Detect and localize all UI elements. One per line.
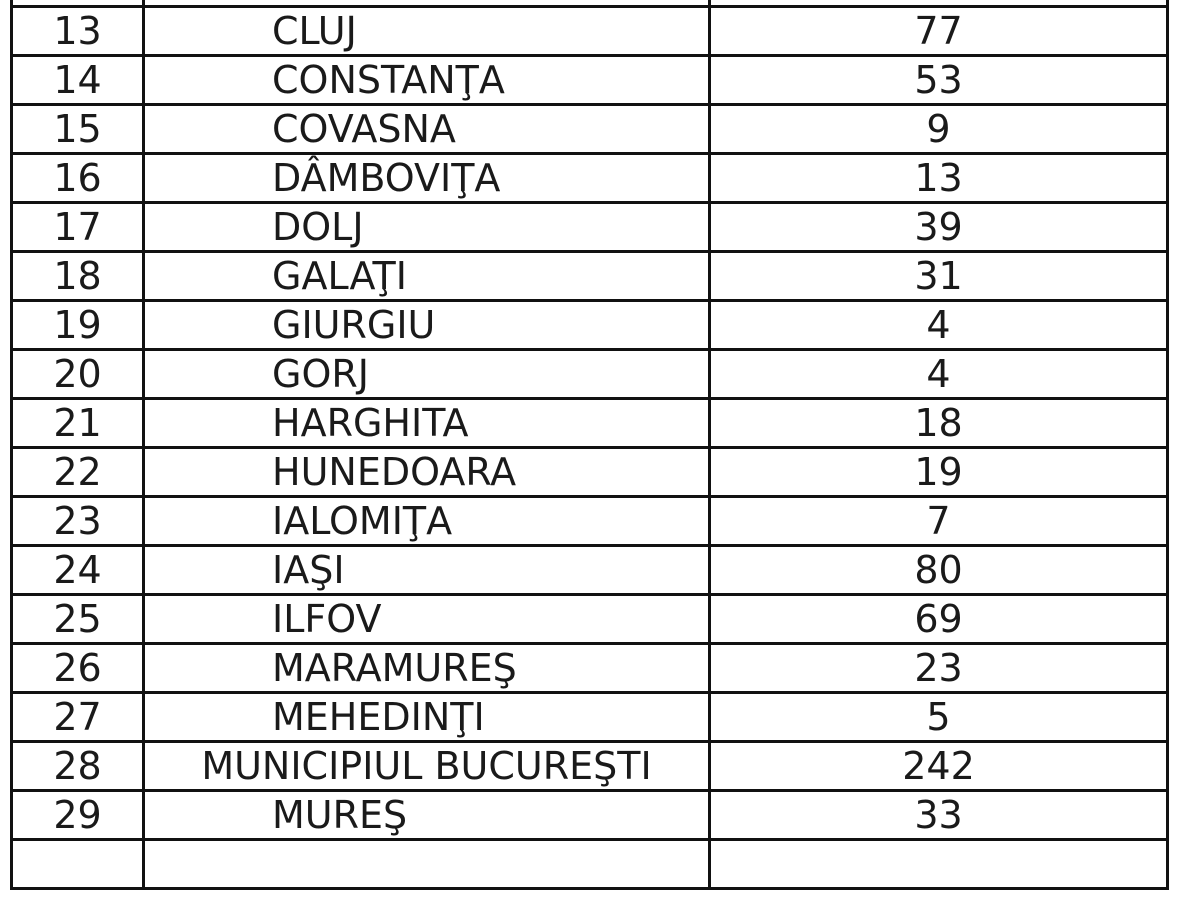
table-row xyxy=(12,203,1168,252)
table-row xyxy=(12,791,1168,840)
county-table xyxy=(10,0,1169,890)
row-number: 17 xyxy=(12,203,144,252)
county-name: CLUJ xyxy=(144,7,710,56)
table-row xyxy=(12,105,1168,154)
table-row xyxy=(12,56,1168,105)
county-value: 7 xyxy=(710,497,1168,546)
county-value: 53 xyxy=(710,56,1168,105)
county-value: 4 xyxy=(710,350,1168,399)
row-number: 21 xyxy=(12,399,144,448)
table-row xyxy=(12,448,1168,497)
county-value: 18 xyxy=(710,399,1168,448)
county-value: 4 xyxy=(710,301,1168,350)
spreadsheet-view xyxy=(10,0,1166,890)
county-name: HUNEDOARA xyxy=(144,448,710,497)
county-value: 19 xyxy=(710,448,1168,497)
row-number: 19 xyxy=(12,301,144,350)
row-number: 15 xyxy=(12,105,144,154)
county-value: 23 xyxy=(710,644,1168,693)
county-name: ILFOV xyxy=(144,595,710,644)
county-name: COVASNA xyxy=(144,105,710,154)
table-row xyxy=(12,742,1168,791)
table-cell xyxy=(144,840,710,889)
row-number: 20 xyxy=(12,350,144,399)
table-cell xyxy=(710,840,1168,889)
row-number: 24 xyxy=(12,546,144,595)
county-value: 69 xyxy=(710,595,1168,644)
county-value: 9 xyxy=(710,105,1168,154)
county-value: 31 xyxy=(710,252,1168,301)
row-number: 27 xyxy=(12,693,144,742)
county-value: 13 xyxy=(710,154,1168,203)
county-name: MEHEDINŢI xyxy=(144,693,710,742)
county-value: 39 xyxy=(710,203,1168,252)
row-number: 13 xyxy=(12,7,144,56)
county-name: IALOMIŢA xyxy=(144,497,710,546)
county-name: MUNICIPIUL BUCUREŞTI xyxy=(144,742,710,791)
table-row xyxy=(12,350,1168,399)
table-row xyxy=(12,644,1168,693)
row-number: 28 xyxy=(12,742,144,791)
county-value: 80 xyxy=(710,546,1168,595)
row-number: 16 xyxy=(12,154,144,203)
county-name: DOLJ xyxy=(144,203,710,252)
table-row xyxy=(12,693,1168,742)
county-name: GALAŢI xyxy=(144,252,710,301)
table-row-partial-bottom xyxy=(12,840,1168,889)
table-row xyxy=(12,546,1168,595)
county-name: GORJ xyxy=(144,350,710,399)
table-row xyxy=(12,7,1168,56)
table-row xyxy=(12,154,1168,203)
county-name: MUREŞ xyxy=(144,791,710,840)
county-name: HARGHITA xyxy=(144,399,710,448)
county-value: 242 xyxy=(710,742,1168,791)
county-name: MARAMUREŞ xyxy=(144,644,710,693)
county-name: CONSTANŢA xyxy=(144,56,710,105)
row-number: 23 xyxy=(12,497,144,546)
table-cell xyxy=(12,840,144,889)
table-row xyxy=(12,595,1168,644)
county-name: GIURGIU xyxy=(144,301,710,350)
row-number: 26 xyxy=(12,644,144,693)
row-number: 18 xyxy=(12,252,144,301)
county-value: 5 xyxy=(710,693,1168,742)
county-value: 33 xyxy=(710,791,1168,840)
row-number: 25 xyxy=(12,595,144,644)
table-row xyxy=(12,497,1168,546)
row-number: 22 xyxy=(12,448,144,497)
county-name: IAŞI xyxy=(144,546,710,595)
county-value: 77 xyxy=(710,7,1168,56)
county-name: DÂMBOVIŢA xyxy=(144,154,710,203)
table-row xyxy=(12,252,1168,301)
row-number: 29 xyxy=(12,791,144,840)
row-number: 14 xyxy=(12,56,144,105)
table-row xyxy=(12,399,1168,448)
table-row xyxy=(12,301,1168,350)
